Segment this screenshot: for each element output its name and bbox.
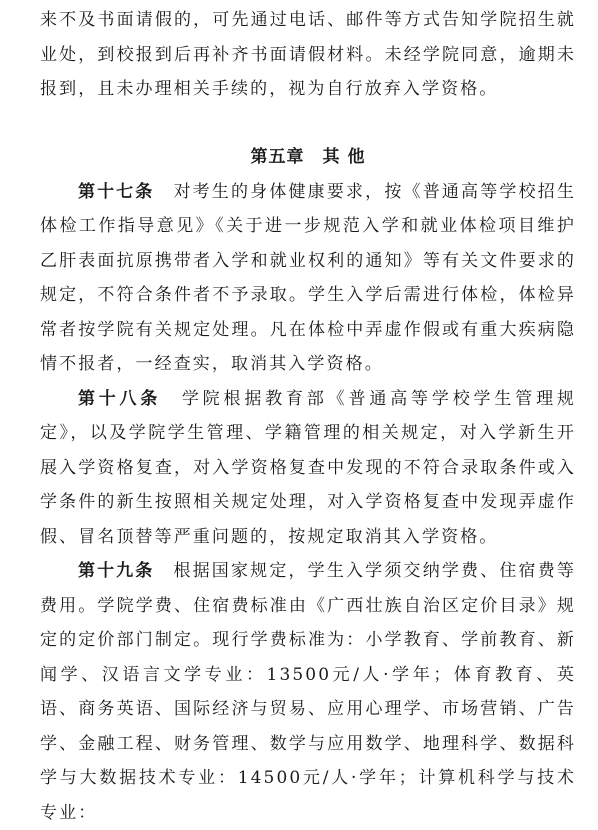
intro-paragraph: 来不及书面请假的，可先通过电话、邮件等方式告知学院招生就业处，到校报到后再补齐书面请假材料。未经学院同意，逾期未报到，且未办理相关手续的，视为自行放弃入学资格。: [40, 10, 576, 99]
article-17-text: 对考生的身体健康要求，按《普通高等学校招生体检工作指导意见》《关于进一步规范入学和就业体检项目维护乙肝表面抗原携带者入学和就业权利的通知》等有关文件要求的规定，不符合条件者不予录取。学生入学后需进行体检，体检异常者按学院有关规定处理。凡在体检中弄虚作假或有重大疾病隐情不报者，一经查实，取消其入学资格。: [40, 181, 576, 374]
article-19-text: 根据国家规定，学生入学须交纳学费、住宿费等费用。学院学费、住宿费标准由《广西壮族自治区定价目录》规定的定价部门制定。现行学费标准为：小学教育、学前教育、新闻学、汉语言文学专业：13500元/人·学年；体育教育、英语、商务英语、国际经济与贸易、应用心理学、市场营销、广告学、金融工程、财务管理、数学与应用数学、地理科学、数据科学与大数据技术专业：14500元/人·学年；计算机科学与技术专业：: [40, 561, 576, 823]
article-17: [40, 175, 576, 382]
article-18: [40, 382, 576, 555]
document-page: [0, 3, 598, 823]
article-19-label: 第十九条: [78, 561, 155, 581]
chapter-title: 第五章 其 他: [250, 146, 366, 167]
article-18-text: 学院根据教育部《普通高等学校学生管理规定》，以及学院学生管理、学籍管理的相关规定，对入学新生开展入学资格复查，对入学资格复查中发现的不符合录取条件或入学条件的新生按照相关规定处理，对入学资格复查中发现弄虚作假、冒名顶替等严重问题的，按规定取消其入学资格。: [40, 388, 577, 547]
article-19: [40, 554, 576, 830]
article-18-label: 第十八条: [78, 388, 161, 409]
article-17-label: 第十七条: [78, 181, 155, 202]
